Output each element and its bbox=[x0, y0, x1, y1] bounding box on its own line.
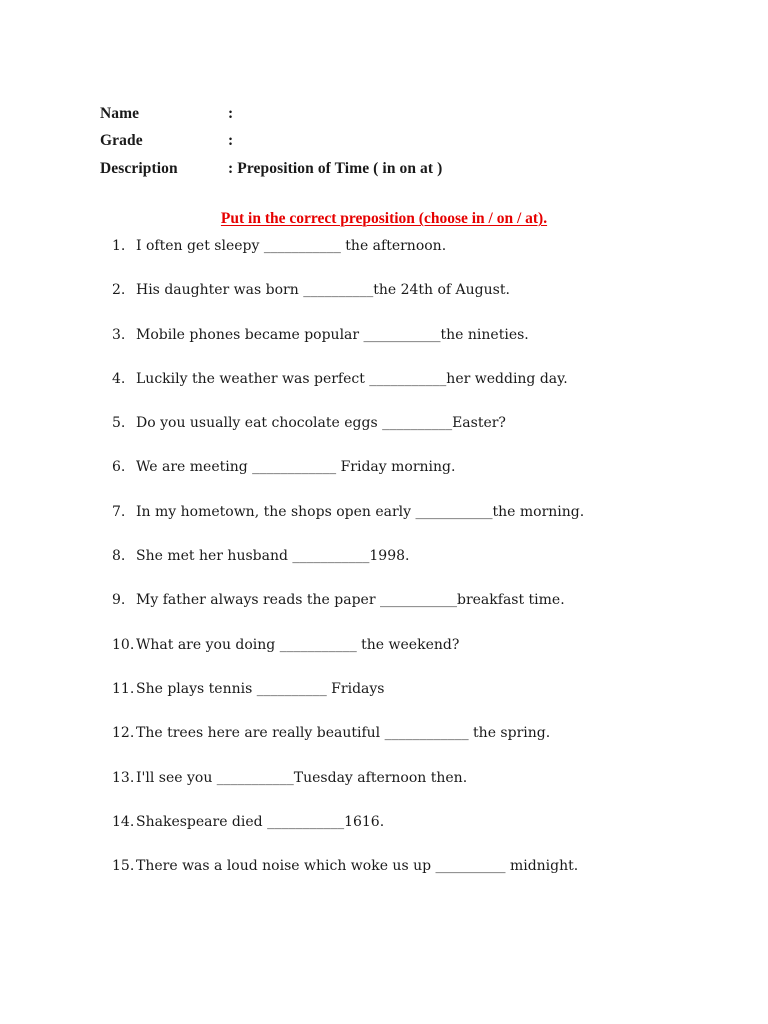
question-text: In my hometown, the shops open early ___________the morning. bbox=[136, 503, 585, 520]
question-number: 11. bbox=[112, 680, 135, 697]
question-text: She plays tennis __________ Fridays bbox=[136, 680, 385, 697]
question-text: What are you doing ___________ the weekend? bbox=[136, 636, 460, 653]
question-item bbox=[112, 503, 732, 547]
question-number: 3. bbox=[112, 326, 126, 343]
question-number: 5. bbox=[112, 415, 126, 432]
question-text: My father always reads the paper ___________breakfast time. bbox=[136, 592, 565, 609]
instruction-heading bbox=[0, 210, 768, 228]
name-value bbox=[228, 105, 237, 123]
question-text: I often get sleepy ___________ the afternoon. bbox=[136, 238, 447, 254]
question-item bbox=[112, 813, 732, 857]
question-item bbox=[112, 636, 732, 680]
worksheet-header bbox=[100, 100, 442, 183]
question-text: Mobile phones became popular ___________the nineties. bbox=[136, 326, 529, 343]
question-number: 1. bbox=[112, 238, 126, 254]
description-value-text: Preposition of Time ( in on at ) bbox=[237, 159, 443, 177]
question-item bbox=[112, 370, 732, 414]
question-text: The trees here are really beautiful ____________ the spring. bbox=[136, 725, 551, 742]
question-item bbox=[112, 326, 732, 370]
question-text: Do you usually eat chocolate eggs __________Easter? bbox=[136, 415, 506, 432]
question-number: 13. bbox=[112, 769, 135, 786]
name-row bbox=[100, 100, 442, 128]
question-text: There was a loud noise which woke us up __________ midnight. bbox=[136, 858, 579, 875]
name-label: Name bbox=[100, 104, 140, 122]
question-item bbox=[112, 724, 732, 768]
question-number: 12. bbox=[112, 725, 135, 742]
question-list bbox=[112, 237, 732, 901]
question-text: She met her husband ___________1998. bbox=[136, 548, 410, 565]
question-number: 8. bbox=[112, 548, 126, 565]
question-item bbox=[112, 591, 732, 635]
question-text: I'll see you ___________Tuesday afternoon then. bbox=[136, 769, 468, 786]
description-colon: : bbox=[228, 159, 234, 177]
question-item bbox=[112, 414, 732, 458]
instruction-text: Put in the correct preposition (choose in / on / at). bbox=[220, 210, 548, 227]
question-item bbox=[112, 769, 732, 813]
question-number: 10. bbox=[112, 636, 135, 653]
grade-value bbox=[228, 132, 237, 150]
question-item bbox=[112, 680, 732, 724]
description-row bbox=[100, 155, 442, 183]
name-colon: : bbox=[228, 104, 234, 122]
question-number: 2. bbox=[112, 282, 126, 299]
question-text: We are meeting ____________ Friday morning. bbox=[136, 459, 456, 476]
question-number: 7. bbox=[112, 503, 126, 520]
question-text: Luckily the weather was perfect ___________her wedding day. bbox=[136, 370, 568, 387]
question-number: 6. bbox=[112, 459, 126, 476]
question-item bbox=[112, 547, 732, 591]
question-item bbox=[112, 237, 732, 281]
question-item bbox=[112, 458, 732, 502]
question-number: 9. bbox=[112, 592, 126, 609]
grade-colon: : bbox=[228, 132, 234, 150]
grade-label: Grade bbox=[100, 132, 143, 150]
description-value bbox=[228, 160, 442, 178]
question-text: Shakespeare died ___________1616. bbox=[136, 813, 385, 830]
question-item bbox=[112, 281, 732, 325]
question-text: His daughter was born __________the 24th of August. bbox=[136, 282, 510, 299]
question-item bbox=[112, 857, 732, 901]
question-number: 14. bbox=[112, 813, 135, 830]
question-number: 15. bbox=[112, 858, 135, 875]
question-number: 4. bbox=[112, 370, 126, 387]
description-label: Description bbox=[100, 159, 178, 177]
grade-row bbox=[100, 128, 442, 156]
